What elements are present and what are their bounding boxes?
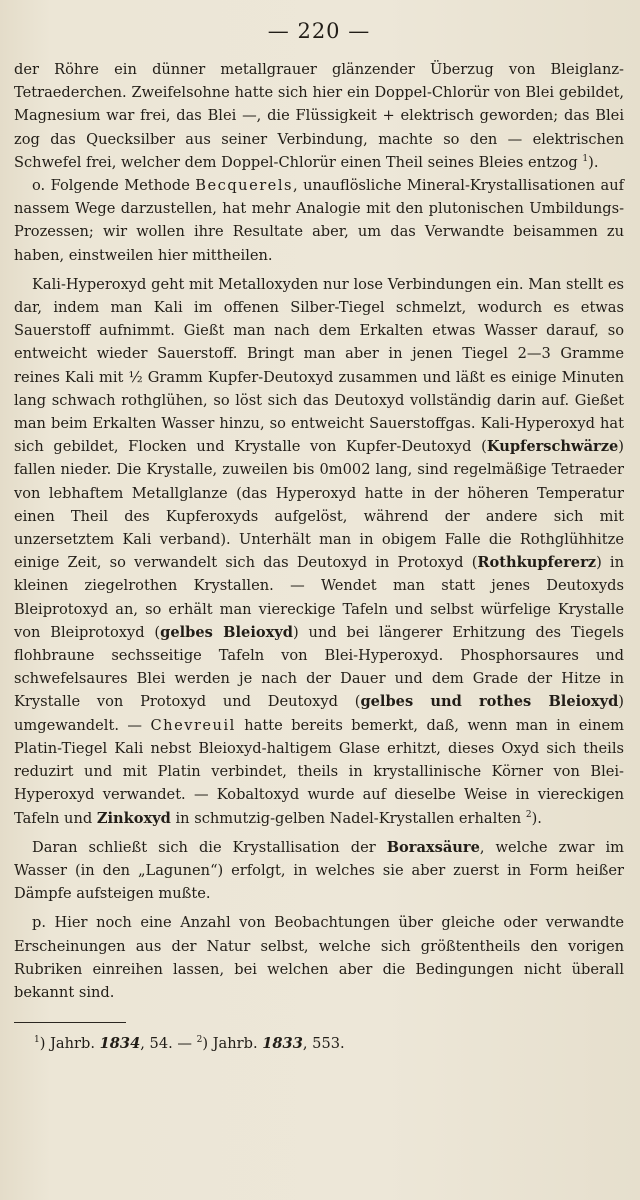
paragraph-1: [14, 58, 624, 174]
page-number-header: — 220 —: [267, 19, 371, 43]
text-run: ) umgewandelt. —: [14, 693, 624, 734]
footnote-2-year: 1833: [262, 1035, 303, 1053]
footnotes: [14, 1033, 624, 1055]
bold-term: gelbes Bleioxyd: [160, 623, 293, 641]
text-run: in schmutzig-gelben Nadel-Krystallen erhalten: [170, 809, 526, 827]
text-run: ).: [588, 153, 599, 171]
footnote-1-page: , 54.: [140, 1035, 173, 1053]
paragraph-5: [14, 911, 624, 1004]
text-run: hatte bereits bemerkt, daß, wenn man in einem Platin-Tiegel Kali nebst Bleioxyd-haltigem Glase erhitzt, dieses Oxyd sich theils reduzirt und mit Platin verbindet, theils in krystallinische Körner von Blei-Hyperoxyd verwandet. — Kobaltoxyd wurde auf dieselbe Weise in viereckigen Tafeln und: [14, 716, 624, 827]
text-run: p. Hier noch eine Anzahl von Beobachtungen über gleiche oder verwandte Erscheinungen aus der Natur selbst, welche sich größtentheils den vorigen Rubriken einreihen lassen, bei welchen aber die Bedingungen nicht überall bekannt sind.: [14, 914, 624, 1001]
footnote-1-mark: 1: [34, 1035, 40, 1046]
author-name: Becquerels: [195, 177, 293, 195]
paragraph-2: [14, 174, 624, 267]
footnote-1-prefix: ) Jahrb.: [39, 1035, 100, 1053]
text-run: ).: [531, 809, 542, 827]
footnote-ref: 1: [582, 153, 589, 164]
text-run: , welche zwar im Wasser (in den „Lagunen“) erfolgt, in welches sie aber zuerst in Form heißer Dämpfe aufsteigen mußte.: [14, 838, 624, 903]
footnote-2-prefix: ) Jahrb.: [202, 1035, 263, 1053]
text-run: Daran schließt sich die Krystallisation der: [32, 838, 387, 856]
text-run: o. Folgende Methode: [32, 177, 196, 195]
bold-term: gelbes und rothes Bleioxyd: [360, 693, 619, 711]
footnote-2-page: , 553.: [302, 1035, 345, 1053]
text-run: Kali-Hyperoxyd geht mit Metalloxyden nur lose Verbindungen ein. Man stellt es dar, indem man Kali im offenen Silber-Tiegel schmelzt, wodurch es etwas Sauerstoff aufnimmt. Gießt man nach dem Erkalten etwas Wasser darauf, so entweicht wieder Sauerstoff. Bringt man aber in jenen Tiegel 2—3 Gramme reines Kali mit ½ Gramm Kupfer-Deutoxyd zusammen und läßt es einige Minuten lang schwach rothglühen, so löst sich das Deutoxyd vollständig darin auf. Gießet man beim Erkalten Wasser hinzu, so entweicht Sauerstoffgas. Kali-Hyperoxyd hat sich gebildet, Flocken und Krystalle von Kupfer-Deutoxyd (: [14, 275, 624, 456]
text-run: , unauflösliche Mineral-Krystallisationen auf nassem Wege darzustellen, hat mehr Analogie mit den plutonischen Umbildungs-Prozessen; wir wollen ihre Resultate aber, um das Verwandte beisammen zu haben, einstweilen hier mittheilen.: [14, 177, 624, 264]
footnote-separator: —: [172, 1035, 197, 1053]
footnote-2-mark: 2: [196, 1035, 203, 1046]
paragraph-4: [14, 836, 624, 906]
bold-term: Zinkoxyd: [96, 809, 171, 827]
author-name: Chevreuil: [150, 716, 236, 734]
bold-term: Rothkupfererz: [477, 554, 597, 572]
text-run: ) in kleinen ziegelrothen Krystallen. — Wendet man statt jenes Deutoxyds Bleiprotoxyd an, so erhält man viereckige Tafeln und selbst würfelige Krystalle von Bleiprotoxyd (: [14, 554, 624, 641]
bold-term: Boraxsäure: [386, 838, 480, 856]
footnote-divider: [14, 1022, 126, 1023]
text-run: der Röhre ein dünner metallgrauer glänzender Überzug von Bleiglanz-Tetraederchen. Zweifelsohne hatte sich hier ein Doppel-Chlorür von Blei gebildet, Magnesium war frei, das Blei —, die Flüssigkeit + elektrisch geworden; das Blei zog das Quecksilber aus seiner Verbindung, machte so den — elektrischen Schwefel frei, welcher dem Doppel-Chlorür einen Theil seines Bleies entzog: [14, 61, 624, 171]
footnote-1-year: 1834: [99, 1035, 141, 1053]
text-run: ) und bei längerer Erhitzung des Tiegels flohbraune sechsseitige Tafeln von Blei-Hyperoxyd. Phosphorsaures und schwefelsaures Blei werden je nach der Dauer und dem Grade der Hitze in Krystalle von Protoxyd und Deutoxyd (: [14, 623, 625, 711]
footnote-ref: 2: [525, 809, 532, 820]
text-run: ) fallen nieder. Die Krystalle, zuweilen bis 0m002 lang, sind regelmäßige Tetraeder von lebhaftem Metallglanze (das Hyperoxyd hatte in der höheren Temperatur einen Theil des Kupferoxyds aufgelöst, während der andere sich mit unzersetztem Kali verband). Unterhält man in obigem Falle die Rothglühhitze einige Zeit, so verwandelt sich das Deutoxyd in Protoxyd (: [14, 438, 624, 572]
bold-term: Kupferschwärze: [486, 438, 619, 456]
paragraph-3: [14, 273, 624, 830]
